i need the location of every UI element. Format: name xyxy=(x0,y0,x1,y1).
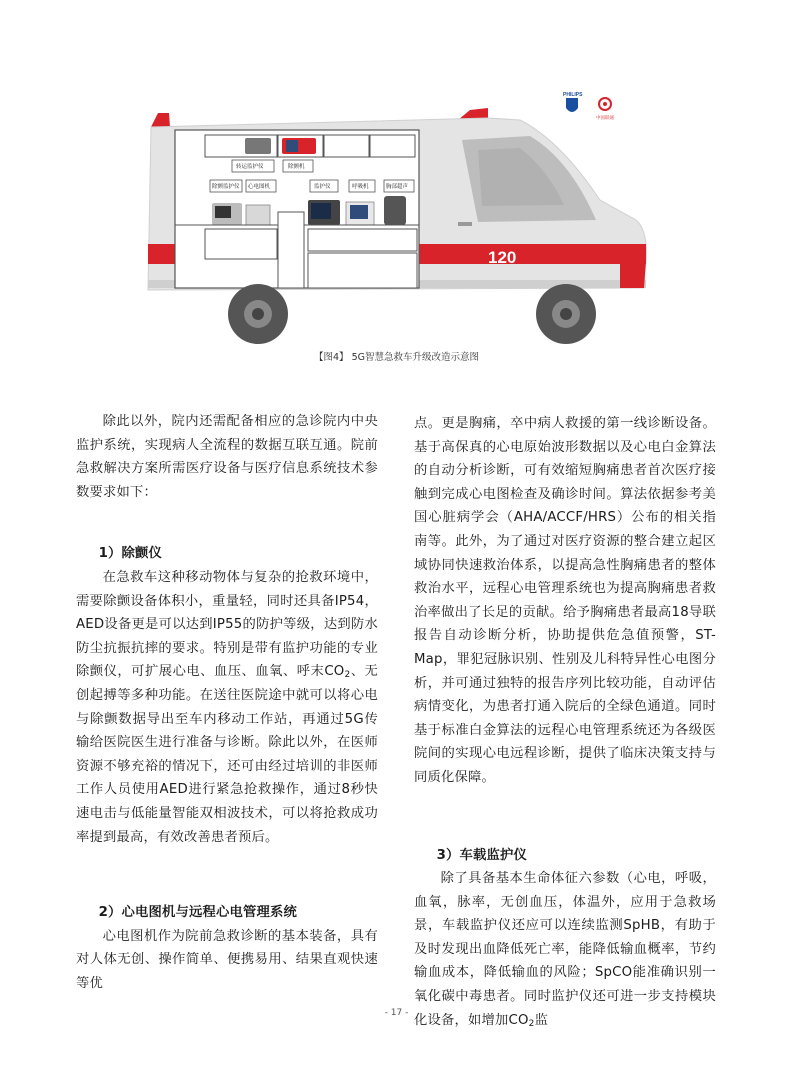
ambulance-figure xyxy=(0,0,793,380)
label-ultrasound: 胸部超声 xyxy=(386,184,409,190)
monitor-text-a: 除了具备基本生命体征六参数（心电，呼吸，血氧，脉率，无创血压，体温外，应用于急救场景，车载监护仪还应可以连续监测SpHB，有助于及时发现出血降低死亡率，能降低输血概率，节约输血成本，降低输血的风险；SpCO能准确识别一氧化碳中毒患者。同时监护仪还可进一步支持模块化设备，如增加CO xyxy=(414,871,716,1028)
page-number: - 17 - xyxy=(384,1008,409,1018)
figure-caption: 【图4】 5G智慧急救车升级改造示意图 xyxy=(314,352,479,363)
section-heading-defibrillator: 1）除颤仪 xyxy=(98,546,163,562)
monitor-text-b: 监 xyxy=(534,1012,549,1028)
right-column xyxy=(414,412,716,1032)
defibrillator-paragraph xyxy=(76,566,378,849)
left-column xyxy=(76,410,378,995)
monitor-co2-subscript: 2 xyxy=(528,1018,535,1029)
section-heading-ecg: 2）心电图机与远程心电管理系统 xyxy=(98,905,298,921)
unicom-logo xyxy=(596,98,614,121)
label-defibrillator: 除颤机 xyxy=(288,164,305,170)
ambulance-illustration xyxy=(0,0,793,345)
philips-logo xyxy=(563,92,583,112)
defib-text-a: 在急救车这种移动物体与复杂的抢救环境中，需要除颤设备体积小，重量轻，同时还具备IP54，AED设备更是可以达到IP55的防护等级，达到防水防尘抗振抗摔的要求。特别是带有监护功能的专业除颤仪，可扩展心电、血压、血氧、呼末CO xyxy=(76,569,378,680)
intro-paragraph: 除此以外，院内还需配备相应的急诊院内中央监护系统，实现病人全流程的数据互联互通。院前急救解决方案所需医疗设备与医疗信息系统技术参数要求如下： xyxy=(76,414,378,500)
defib-text-b: 、无创起搏等多种功能。在送往医院途中就可以将心电与除颤数据导出至车内移动工作站，再通过5G传输给医院医生进行准备与诊断。除此以外，在医师资源不够充裕的情况下，还可由经过培训的非医师工作人员使用AED进行紧急抢救操作，通过8秒快速电击与低能量智能双相波技术，可以将抢救成功率提到最高，有效改善患者预后。 xyxy=(76,664,378,845)
defib-co2-subscript: 2 xyxy=(344,670,351,681)
label-monitor: 监护仪 xyxy=(314,184,331,190)
philips-text: PHILIPS xyxy=(563,92,583,98)
section-heading-monitor: 3）车载监护仪 xyxy=(436,847,528,863)
plate-number: 120 xyxy=(488,248,517,267)
label-ecg: 心电图机 xyxy=(248,184,271,190)
rear-light-icon xyxy=(151,113,170,127)
ecg-paragraph: 心电图机作为院前急救诊断的基本装备，具有对人体无创、操作简单、便携易用、结果直观快速等优 xyxy=(76,928,378,991)
label-transport-monitor: 转运监护仪 xyxy=(236,164,264,170)
ecg-paragraph-continued: 点。更是胸痛，卒中病人救援的第一线诊断设备。基于高保真的心电原始波形数据以及心电白金算法的自动分析诊断，可有效缩短胸痛患者首次医疗接触到完成心电图检查及确诊时间。算法依据参考美国心脏病学会（AHA/ACCF/HRS）公布的相关指南等。此外，为了通过对医疗资源的整合建立起区域协同快速救治体系，以提高急性胸痛患者的整体救治水平，远程心电管理系统也为提高胸痛患者救治率做出了长足的贡献。给予胸痛患者最高18导联报告自动诊断分析，协助提供危急值预警，ST-Map，罪犯冠脉识别、性别及儿科特异性心电图分析，并可通过独特的报告序列比较功能，自动评估病情变化，为患者打通入院后的全绿色通道。同时基于标准白金算法的远程心电管理系统还为各级医院间的实现心电远程诊断，提供了临床决策支持与同质化保障。 xyxy=(414,416,716,785)
label-defib-monitor: 除颤监护仪 xyxy=(212,184,240,190)
unicom-text: 中国联通 xyxy=(596,116,614,121)
label-ventilator: 呼吸机 xyxy=(352,184,369,190)
